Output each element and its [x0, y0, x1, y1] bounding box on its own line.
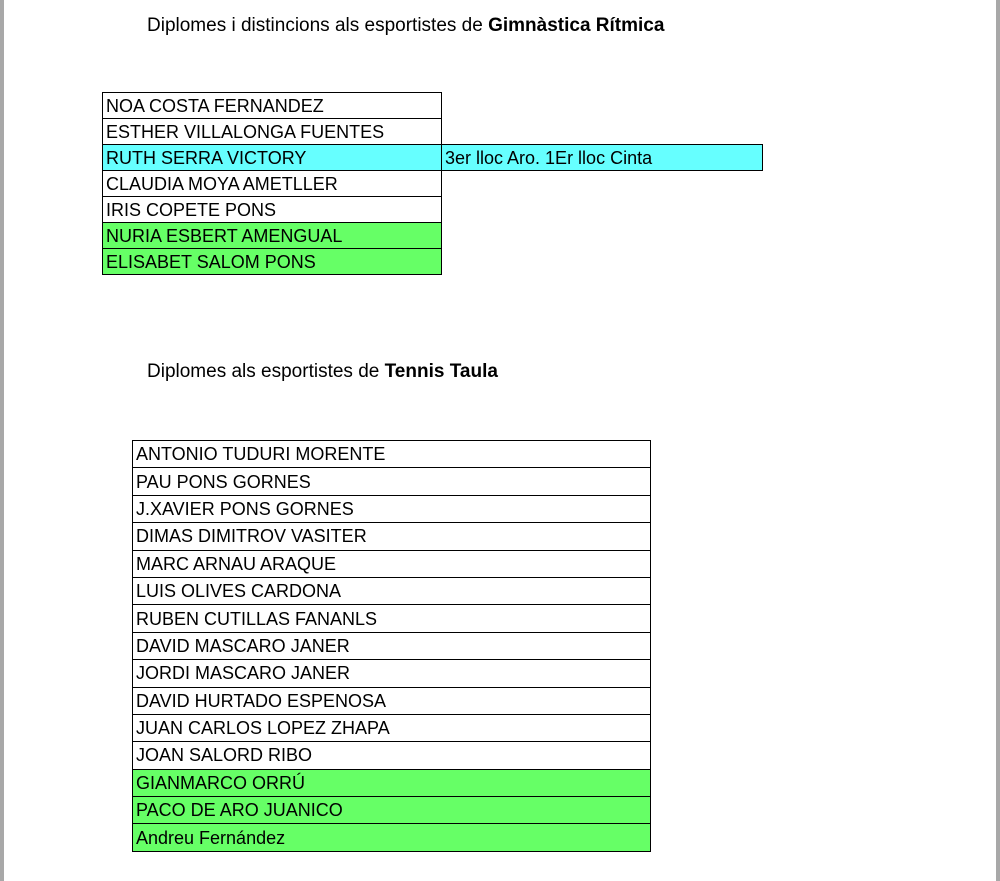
- award-note-cell: [442, 93, 763, 119]
- athlete-name-cell: PAU PONS GORNES: [133, 468, 651, 495]
- award-note-cell: [442, 249, 763, 275]
- athlete-name-cell: RUBEN CUTILLAS FANANLS: [133, 605, 651, 632]
- athlete-name-cell: CLAUDIA MOYA AMETLLER: [103, 171, 442, 197]
- table-tennis-heading-prefix: Diplomes als esportistes de: [147, 361, 385, 382]
- table-tennis-heading-sport: Tennis Taula: [384, 361, 498, 382]
- athlete-name-cell: DAVID HURTADO ESPENOSA: [133, 687, 651, 714]
- page-edge-left: [0, 0, 4, 881]
- athlete-name-cell: PACO DE ARO JUANICO: [133, 797, 651, 824]
- table-row: [133, 824, 651, 851]
- athlete-name-cell: GIANMARCO ORRÚ: [133, 769, 651, 796]
- award-note-cell: [442, 119, 763, 145]
- table-row: [103, 249, 763, 275]
- table-row: [133, 495, 651, 522]
- table-row: [103, 145, 763, 171]
- award-note-cell: 3er lloc Aro. 1Er lloc Cinta: [442, 145, 763, 171]
- table-tennis-heading: [147, 361, 498, 383]
- table-tennis-table: [132, 440, 651, 852]
- athlete-name-cell: LUIS OLIVES CARDONA: [133, 577, 651, 604]
- table-row: [133, 550, 651, 577]
- table-row: [103, 119, 763, 145]
- table-row: [133, 577, 651, 604]
- table-row: [133, 714, 651, 741]
- table-row: [133, 605, 651, 632]
- gymnastics-heading: [147, 15, 664, 37]
- athlete-name-cell: JORDI MASCARO JANER: [133, 660, 651, 687]
- athlete-name-cell: NOA COSTA FERNANDEZ: [103, 93, 442, 119]
- table-row: [133, 769, 651, 796]
- award-note-cell: [442, 223, 763, 249]
- table-row: [103, 223, 763, 249]
- athlete-name-cell: MARC ARNAU ARAQUE: [133, 550, 651, 577]
- table-row: [133, 523, 651, 550]
- table-row: [133, 660, 651, 687]
- table-row: [133, 441, 651, 468]
- athlete-name-cell: IRIS COPETE PONS: [103, 197, 442, 223]
- athlete-name-cell: DAVID MASCARO JANER: [133, 632, 651, 659]
- athlete-name-cell: Andreu Fernández: [133, 824, 651, 851]
- athlete-name-cell: DIMAS DIMITROV VASITER: [133, 523, 651, 550]
- table-row: [133, 687, 651, 714]
- athlete-name-cell: ESTHER VILLALONGA FUENTES: [103, 119, 442, 145]
- table-row: [103, 93, 763, 119]
- athlete-name-cell: ANTONIO TUDURI MORENTE: [133, 441, 651, 468]
- award-note-cell: [442, 197, 763, 223]
- athlete-name-cell: ELISABET SALOM PONS: [103, 249, 442, 275]
- table-row: [103, 197, 763, 223]
- gymnastics-heading-prefix: Diplomes i distincions als esportistes de: [147, 15, 489, 36]
- athlete-name-cell: J.XAVIER PONS GORNES: [133, 495, 651, 522]
- page-edge-right: [996, 0, 1000, 881]
- table-row: [133, 468, 651, 495]
- athlete-name-cell: JOAN SALORD RIBO: [133, 742, 651, 769]
- gymnastics-heading-sport: Gimnàstica Rítmica: [488, 15, 665, 36]
- table-row: [103, 171, 763, 197]
- gymnastics-table: [102, 92, 763, 275]
- table-row: [133, 797, 651, 824]
- table-row: [133, 742, 651, 769]
- award-note-cell: [442, 171, 763, 197]
- table-row: [133, 632, 651, 659]
- athlete-name-cell: NURIA ESBERT AMENGUAL: [103, 223, 442, 249]
- athlete-name-cell: JUAN CARLOS LOPEZ ZHAPA: [133, 714, 651, 741]
- athlete-name-cell: RUTH SERRA VICTORY: [103, 145, 442, 171]
